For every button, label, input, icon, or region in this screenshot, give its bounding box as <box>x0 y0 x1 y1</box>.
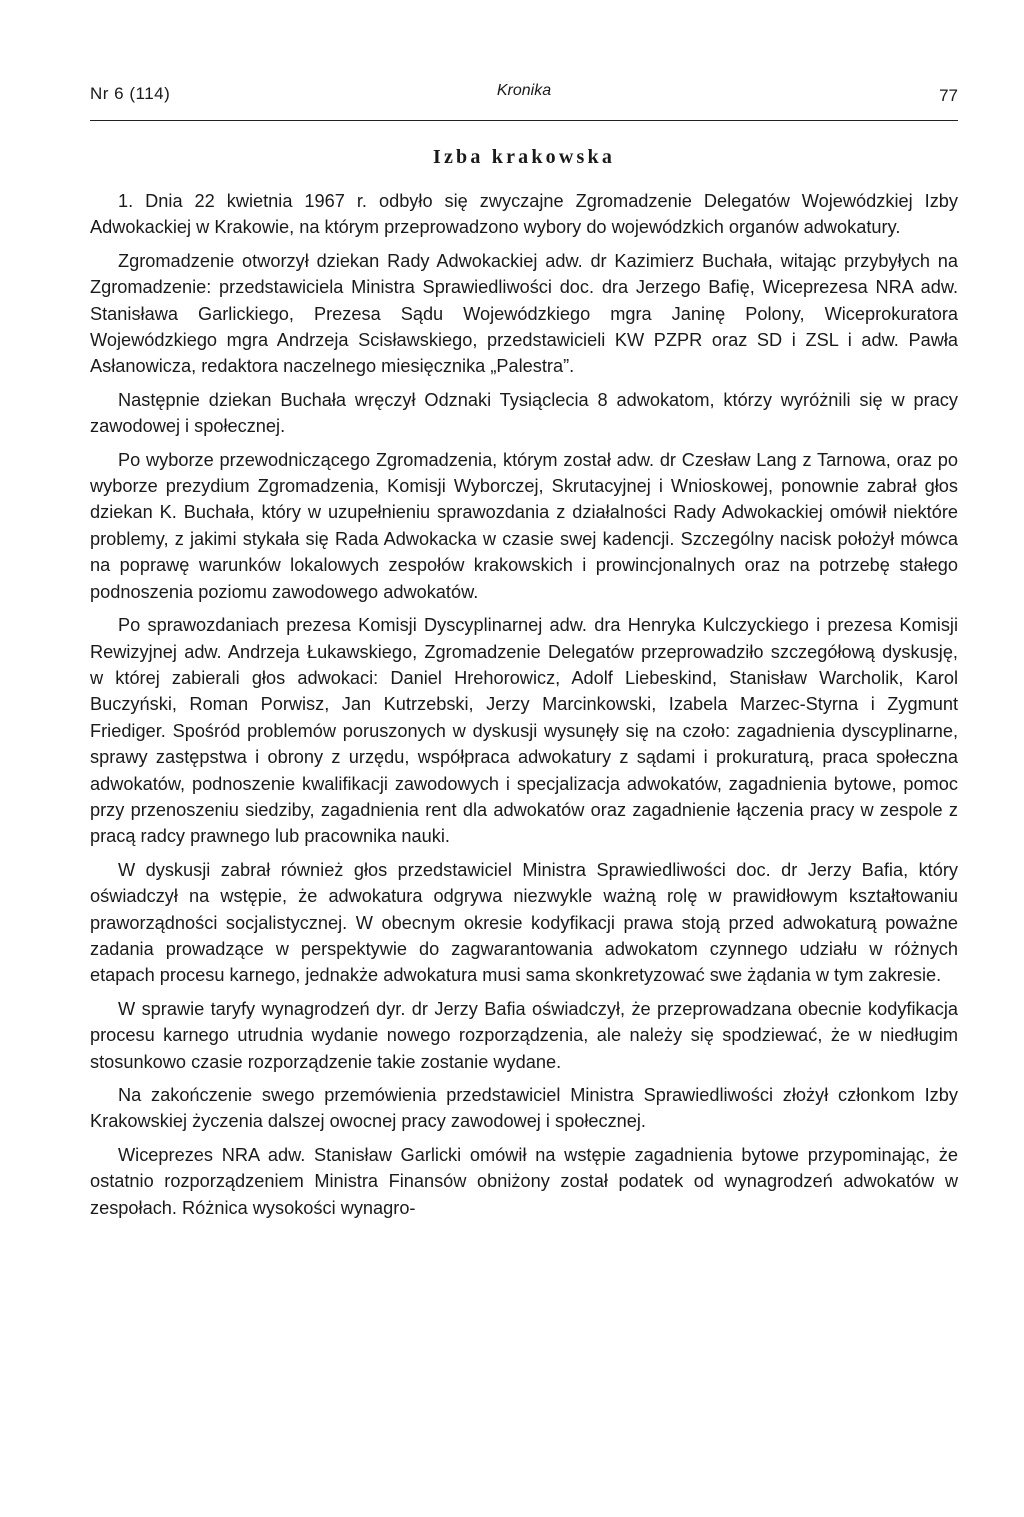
running-header <box>90 80 958 121</box>
paragraph: W dyskusji zabrał również głos przedstawiciel Ministra Sprawiedliwości doc. dr Jerzy Bafia, który oświadczył na wstępie, że adwokatura odgrywa niezwykle ważną rolę w prawidłowym kształtowaniu praworządności socjalistycznej. W obecnym okresie kodyfikacji prawa stoją przed adwokaturą poważne zadania prowadzące w perspektywie do zagwarantowania adwokatom czynnego udziału w różnych etapach procesu karnego, jednakże adwokatura musi sama skonkretyzować swe żądania w tym zakresie. <box>90 859 958 986</box>
paragraph: 1. Dnia 22 kwietnia 1967 r. odbyło się zwyczajne Zgromadzenie Delegatów Wojewódzkiej Izby Adwokackiej w Krakowie, na którym przeprowadzono wybory do wojewódzkich organów adwokatury. <box>90 191 958 238</box>
paragraph: Zgromadzenie otworzył dziekan Rady Adwokackiej adw. dr Kazimierz Buchała, witając przybyłych na Zgromadzenie: przedstawiciela Ministra Sprawiedliwości doc. dra Jerzego Bafię, Wiceprezesa NRA adw. Stanisława Garlickiego, Prezesa Sądu Wojewódzkiego mgra Janinę Polony, Wiceprokuratora Wojewódzkiego mgra Andrzeja Scisławskiego, przedstawicieli KW PZPR oraz SD i ZSL i adw. Pawła Asłanowicza, redaktora naczelnego miesięcznika „Palestra”. <box>90 250 958 377</box>
paragraph: W sprawie taryfy wynagrodzeń dyr. dr Jerzy Bafia oświadczył, że przeprowadzana obecnie kodyfikacja procesu karnego utrudnia wydanie nowego rozporządzenia, ale należy się spodziewać, że w niedługim stosunkowo czasie rozporządzenie takie zostanie wydane. <box>90 998 958 1072</box>
paragraph: Na zakończenie swego przemówienia przedstawiciel Ministra Sprawiedliwości złożył członkom Izby Krakowskiej życzenia dalszej owocnej pracy zawodowej i społecznej. <box>90 1085 958 1132</box>
paragraph: Następnie dziekan Buchała wręczył Odznaki Tysiąclecia 8 adwokatom, którzy wyróżnili się w pracy zawodowej i społecznej. <box>90 389 958 437</box>
issue-number: Nr 6 (114) <box>90 84 171 103</box>
paragraph: Po wyborze przewodniczącego Zgromadzenia, którym został adw. dr Czesław Lang z Tarnowa, oraz po wyborze prezydium Zgromadzenia, Komisji Wyborczej, Skrutacyjnej i Wnioskowej, ponownie zabrał głos dziekan K. Buchała, który w uzupełnieniu sprawozdania z działalności Rady Adwokackiej omówił niektóre problemy, z jakimi stykała się Rada Adwokacka w czasie swej kadencji. Szczególny nacisk położył mówca na poprawę warunków lokalowych zespołów krakowskich i prowincjonalnych oraz na potrzebę stałego podnoszenia poziomu zawodowego adwokatów. <box>90 449 958 602</box>
article-title: Izba krakowska <box>432 146 616 168</box>
paragraph: Wiceprezes NRA adw. Stanisław Garlicki omówił na wstępie zagadnienia bytowe przypominając, że ostatnio rozporządzeniem Ministra Finansów obniżony został podatek od wynagrodzeń adwokatów w zespołach. Różnica wysokości wynagro- <box>90 1144 958 1218</box>
paragraph: Po sprawozdaniach prezesa Komisji Dyscyplinarnej adw. dra Henryka Kulczyckiego i prezesa Komisji Rewizyjnej adw. Andrzeja Łukawskiego, Zgromadzenie Delegatów przeprowadziło szczegółową dyskusję, w której zabierali głos adwokaci: Daniel Hrehorowicz, Adolf Liebeskind, Stanisław Warcholik, Karol Buczyński, Roman Porwisz, Jan Kutrzebski, Jerzy Marcinkowski, Izabela Marzec-Styrna i Zygmunt Friediger. Spośród problemów poruszonych w dyskusji wysunęły się na czoło: zagadnienia dyscyplinarne, sprawy zastępstwa i obrony z urzędu, współpraca adwokatury z sądami i prokuraturą, praca społeczna adwokatów, podnoszenie kwalifikacji zawodowych i specjalizacja adwokatów, zagadnienia bytowe, pomoc przy przenoszeniu siedziby, zagadnienia rent dla adwokatów oraz zagadnienie łączenia pracy w zespole z pracą radcy prawnego lub pracownika nauki. <box>90 615 958 847</box>
article-body <box>90 188 958 1228</box>
section-name: Kronika <box>496 82 552 99</box>
page-number: 77 <box>939 86 958 105</box>
